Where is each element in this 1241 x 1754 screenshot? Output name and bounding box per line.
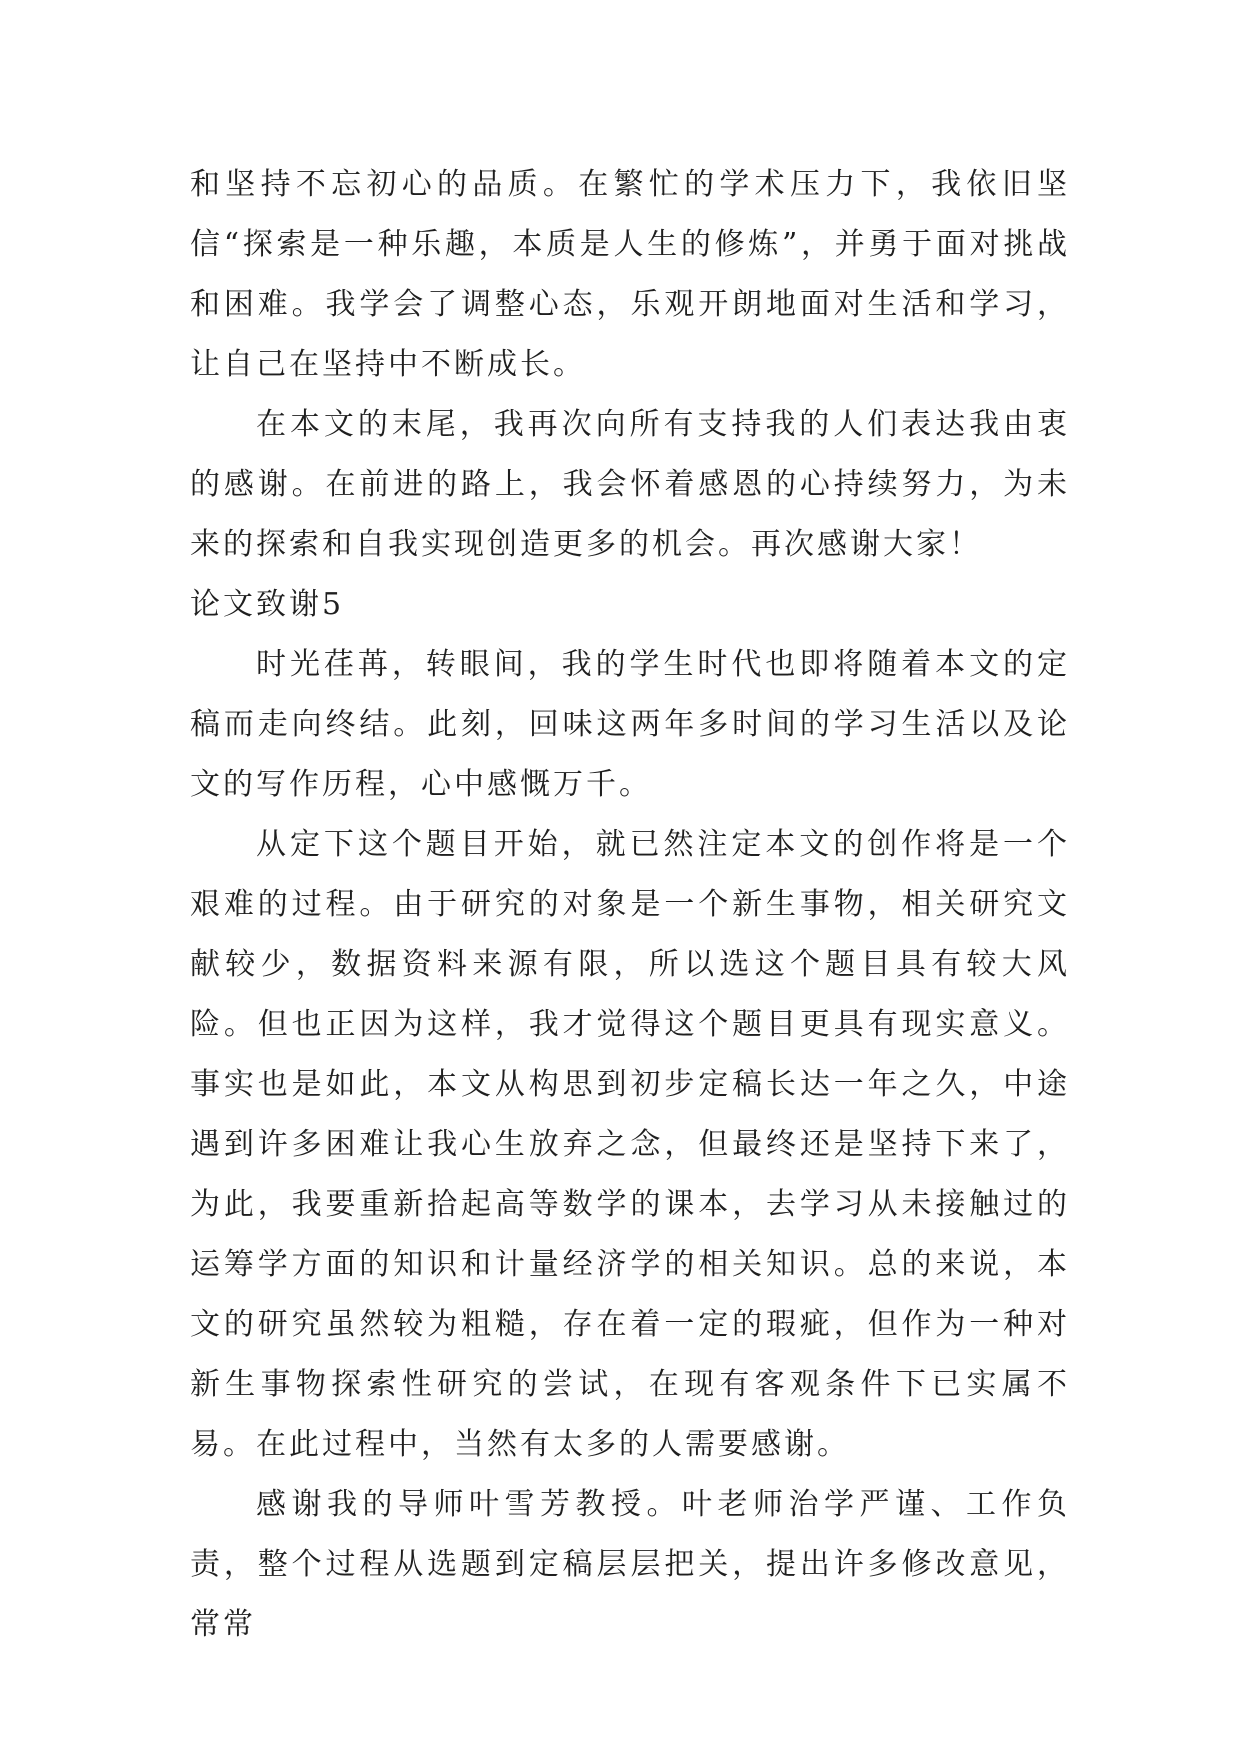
paragraph-continued: 和坚持不忘初心的品质。在繁忙的学术压力下，我依旧坚信“探索是一种乐趣，本质是人生的修炼”，并勇于面对挑战和困难。我学会了调整心态，乐观开朗地面对生活和学习，让自己在坚持中不断成长。 [190, 167, 1070, 382]
document-body [190, 155, 1070, 1655]
paragraph: 感谢我的导师叶雪芳教授。叶老师治学严谨、工作负责，整个过程从选题到定稿层层把关，提出许多修改意见，常常 [190, 1487, 1070, 1642]
paragraph: 在本文的末尾，我再次向所有支持我的人们表达我由衷的感谢。在前进的路上，我会怀着感恩的心持续努力，为未来的探索和自我实现创造更多的机会。再次感谢大家！ [190, 407, 1070, 562]
paragraph: 从定下这个题目开始，就已然注定本文的创作将是一个艰难的过程。由于研究的对象是一个新生事物，相关研究文献较少，数据资料来源有限，所以选这个题目具有较大风险。但也正因为这样，我才觉得这个题目更具有现实意义。事实也是如此，本文从构思到初步定稿长达一年之久，中途遇到许多困难让我心生放弃之念，但最终还是坚持下来了，为此，我要重新拾起高等数学的课本，去学习从未接触过的运筹学方面的知识和计量经济学的相关知识。总的来说，本文的研究虽然较为粗糙，存在着一定的瑕疵，但作为一种对新生事物探索性研究的尝试，在现有客观条件下已实属不易。在此过程中，当然有太多的人需要感谢。 [190, 827, 1070, 1462]
section-title: 论文致谢5 [190, 587, 345, 622]
paragraph: 时光荏苒，转眼间，我的学生时代也即将随着本文的定稿而走向终结。此刻，回味这两年多时间的学习生活以及论文的写作历程，心中感慨万千。 [190, 647, 1070, 802]
